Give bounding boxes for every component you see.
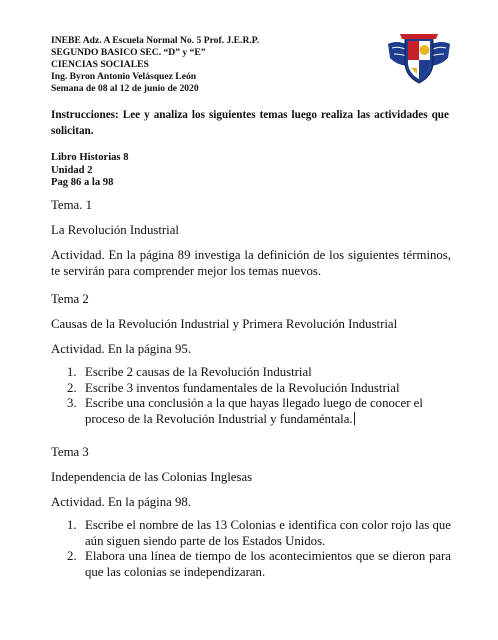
list-number: 2. bbox=[67, 549, 77, 563]
list-number: 1. bbox=[67, 365, 77, 379]
list-item bbox=[51, 396, 451, 427]
subject-name: CIENCIAS SOCIALES bbox=[51, 59, 149, 70]
list-text: Escribe 3 inventos fundamentales de la Revolución Industrial bbox=[85, 380, 400, 395]
topic2-title: Causas de la Revolución Industrial y Primera Revolución Industrial bbox=[51, 317, 398, 331]
topic2-label: Tema 2 bbox=[51, 292, 89, 306]
document-header bbox=[51, 35, 381, 95]
teacher-name: Ing. Byron Antonio Velásquez León bbox=[51, 71, 197, 82]
book-pages: Pag 86 a la 98 bbox=[51, 177, 114, 188]
list-text: Escribe el nombre de las 13 Colonias e identifica con color rojo las que aún siguen siendo parte de los Estados Unidos. bbox=[85, 518, 451, 548]
school-name: INEBE Adz. A Escuela Normal No. 5 Prof. J.E.R.P. bbox=[51, 35, 260, 46]
topic2-activity: Actividad. En la página 95. bbox=[51, 342, 192, 356]
list-text: Elabora una línea de tiempo de los acontecimientos que se dieron para que las colonias se independizaran. bbox=[85, 549, 451, 579]
list-number: 1. bbox=[67, 518, 77, 532]
list-text: Escribe 2 causas de la Revolución Industrial bbox=[85, 365, 312, 379]
topic2-task-list bbox=[51, 365, 451, 427]
list-item bbox=[51, 381, 451, 397]
list-item bbox=[51, 518, 451, 549]
school-crest-icon bbox=[386, 32, 452, 86]
topic1-label: Tema. 1 bbox=[51, 198, 93, 212]
topic3-label: Tema 3 bbox=[51, 445, 89, 459]
book-title: Libro Historias 8 bbox=[51, 152, 129, 163]
list-number: 3. bbox=[67, 396, 77, 410]
list-number: 2. bbox=[67, 380, 77, 395]
book-info bbox=[51, 152, 129, 190]
list-item bbox=[51, 549, 451, 580]
topic3-task-list bbox=[51, 518, 451, 580]
grade-section: SEGUNDO BASICO SEC. “D” y “E” bbox=[51, 47, 206, 58]
book-unit: Unidad 2 bbox=[51, 164, 93, 176]
topic1-title: La Revolución Industrial bbox=[51, 223, 179, 237]
topic1-activity: Actividad. En la página 89 investiga la definición de los siguientes términos, te servirán para comprender mejor los temas nuevos. bbox=[51, 248, 451, 278]
text-cursor bbox=[354, 412, 355, 425]
topic3-activity: Actividad. En la página 98. bbox=[51, 495, 192, 509]
instructions: Instrucciones: Lee y analiza los siguientes temas luego realiza las actividades que solicitan. bbox=[51, 109, 449, 137]
topic3-title: Independencia de las Colonias Inglesas bbox=[51, 470, 253, 484]
list-item bbox=[51, 365, 451, 381]
week-dates: Semana de 08 al 12 de junio de 2020 bbox=[51, 83, 199, 94]
list-text: Escribe una conclusión a la que hayas llegado luego de conocer el proceso de la Revolución Industrial y fundaméntala. bbox=[85, 396, 423, 426]
